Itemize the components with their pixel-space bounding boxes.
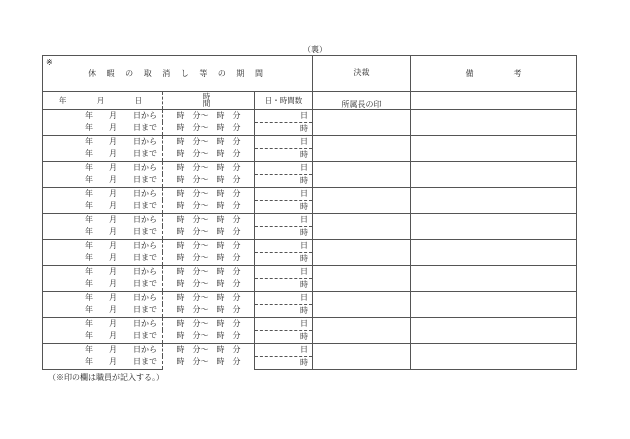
leave-cancellation-form-table xyxy=(42,55,577,370)
decision-header: 決裁 xyxy=(313,56,411,92)
start-date-field[interactable]: 年 月 日から xyxy=(43,135,163,148)
leave-entry-start-row xyxy=(43,135,577,148)
leave-entry-start-row xyxy=(43,265,577,278)
hours-field[interactable]: 時 xyxy=(255,148,313,161)
start-date-field[interactable]: 年 月 日から xyxy=(43,291,163,304)
hours-field[interactable]: 時 xyxy=(255,226,313,239)
start-date-field[interactable]: 年 月 日から xyxy=(43,265,163,278)
days-field[interactable]: 日 xyxy=(255,213,313,226)
hours-field[interactable]: 時 xyxy=(255,304,313,317)
notes-column-spacer xyxy=(411,92,577,109)
end-date-field[interactable]: 年 月 日まで xyxy=(43,330,163,343)
seal-field[interactable] xyxy=(313,187,411,213)
days-field[interactable]: 日 xyxy=(255,109,313,122)
start-date-field[interactable]: 年 月 日から xyxy=(43,239,163,252)
end-date-field[interactable]: 年 月 日まで xyxy=(43,200,163,213)
units-column-header: 日・時間数 xyxy=(255,92,313,109)
column-header-row xyxy=(43,92,577,109)
seal-field[interactable] xyxy=(313,213,411,239)
page-label: （裏） xyxy=(303,45,327,54)
staff-mark: ※ xyxy=(46,58,53,67)
notes-field[interactable] xyxy=(411,135,577,161)
leave-entry-start-row xyxy=(43,187,577,200)
time-range-field[interactable]: 時 分～ 時 分 時 分～ 時 分 xyxy=(163,187,255,213)
time-range-field[interactable]: 時 分～ 時 分 時 分～ 時 分 xyxy=(163,291,255,317)
header-row xyxy=(43,56,577,92)
start-date-field[interactable]: 年 月 日から xyxy=(43,109,163,122)
leave-entry-start-row xyxy=(43,239,577,252)
notes-field[interactable] xyxy=(411,317,577,343)
time-range-field[interactable]: 時 分～ 時 分 時 分～ 時 分 xyxy=(163,317,255,343)
seal-field[interactable] xyxy=(313,343,411,369)
time-range-field[interactable]: 時 分～ 時 分 時 分～ 時 分 xyxy=(163,213,255,239)
leave-entry-start-row xyxy=(43,343,577,356)
hours-field[interactable]: 時 xyxy=(255,174,313,187)
time-range-field[interactable]: 時 分～ 時 分 時 分～ 時 分 xyxy=(163,135,255,161)
hours-field[interactable]: 時 xyxy=(255,252,313,265)
days-field[interactable]: 日 xyxy=(255,317,313,330)
seal-field[interactable] xyxy=(313,109,411,135)
notes-header: 備考 xyxy=(411,56,577,92)
days-field[interactable]: 日 xyxy=(255,291,313,304)
hours-field[interactable]: 時 xyxy=(255,330,313,343)
start-date-field[interactable]: 年 月 日から xyxy=(43,213,163,226)
hours-field[interactable]: 時 xyxy=(255,122,313,135)
leave-entry-start-row xyxy=(43,161,577,174)
mark-period-cell xyxy=(43,56,313,92)
days-field[interactable]: 日 xyxy=(255,239,313,252)
seal-field[interactable] xyxy=(313,239,411,265)
end-date-field[interactable]: 年 月 日まで xyxy=(43,148,163,161)
days-field[interactable]: 日 xyxy=(255,187,313,200)
notes-field[interactable] xyxy=(411,343,577,369)
footnote: （※印の欄は職員が記入する。） xyxy=(48,373,164,382)
end-date-field[interactable]: 年 月 日まで xyxy=(43,356,163,369)
days-field[interactable]: 日 xyxy=(255,343,313,356)
notes-field[interactable] xyxy=(411,109,577,135)
notes-field[interactable] xyxy=(411,187,577,213)
hours-field[interactable]: 時 xyxy=(255,278,313,291)
time-range-field[interactable]: 時 分～ 時 分 時 分～ 時 分 xyxy=(163,343,255,369)
time-range-field[interactable]: 時 分～ 時 分 時 分～ 時 分 xyxy=(163,109,255,135)
start-date-field[interactable]: 年 月 日から xyxy=(43,187,163,200)
notes-field[interactable] xyxy=(411,239,577,265)
leave-entry-start-row xyxy=(43,109,577,122)
leave-entry-start-row xyxy=(43,317,577,330)
start-date-field[interactable]: 年 月 日から xyxy=(43,161,163,174)
days-field[interactable]: 日 xyxy=(255,265,313,278)
end-date-field[interactable]: 年 月 日まで xyxy=(43,122,163,135)
notes-field[interactable] xyxy=(411,265,577,291)
notes-field[interactable] xyxy=(411,213,577,239)
notes-field[interactable] xyxy=(411,161,577,187)
date-column-header: 年 月 日 xyxy=(43,92,163,109)
leave-entry-start-row xyxy=(43,291,577,304)
seal-field[interactable] xyxy=(313,265,411,291)
end-date-field[interactable]: 年 月 日まで xyxy=(43,252,163,265)
days-field[interactable]: 日 xyxy=(255,135,313,148)
time-range-field[interactable]: 時 分～ 時 分 時 分～ 時 分 xyxy=(163,161,255,187)
seal-field[interactable] xyxy=(313,135,411,161)
time-range-field[interactable]: 時 分～ 時 分 時 分～ 時 分 xyxy=(163,265,255,291)
hours-field[interactable]: 時 xyxy=(255,356,313,369)
start-date-field[interactable]: 年 月 日から xyxy=(43,343,163,356)
days-field[interactable]: 日 xyxy=(255,161,313,174)
end-date-field[interactable]: 年 月 日まで xyxy=(43,226,163,239)
time-column-header: 時 間 xyxy=(163,92,255,109)
notes-field[interactable] xyxy=(411,291,577,317)
seal-header: 所属長の印 xyxy=(313,91,411,109)
seal-field[interactable] xyxy=(313,317,411,343)
leave-entry-start-row xyxy=(43,213,577,226)
end-date-field[interactable]: 年 月 日まで xyxy=(43,278,163,291)
start-date-field[interactable]: 年 月 日から xyxy=(43,317,163,330)
seal-field[interactable] xyxy=(313,161,411,187)
end-date-field[interactable]: 年 月 日まで xyxy=(43,174,163,187)
period-title: 休 暇 の 取 消 し 等 の 期 間 xyxy=(88,69,267,78)
time-range-field[interactable]: 時 分～ 時 分 時 分～ 時 分 xyxy=(163,239,255,265)
seal-field[interactable] xyxy=(313,291,411,317)
hours-field[interactable]: 時 xyxy=(255,200,313,213)
end-date-field[interactable]: 年 月 日まで xyxy=(43,304,163,317)
